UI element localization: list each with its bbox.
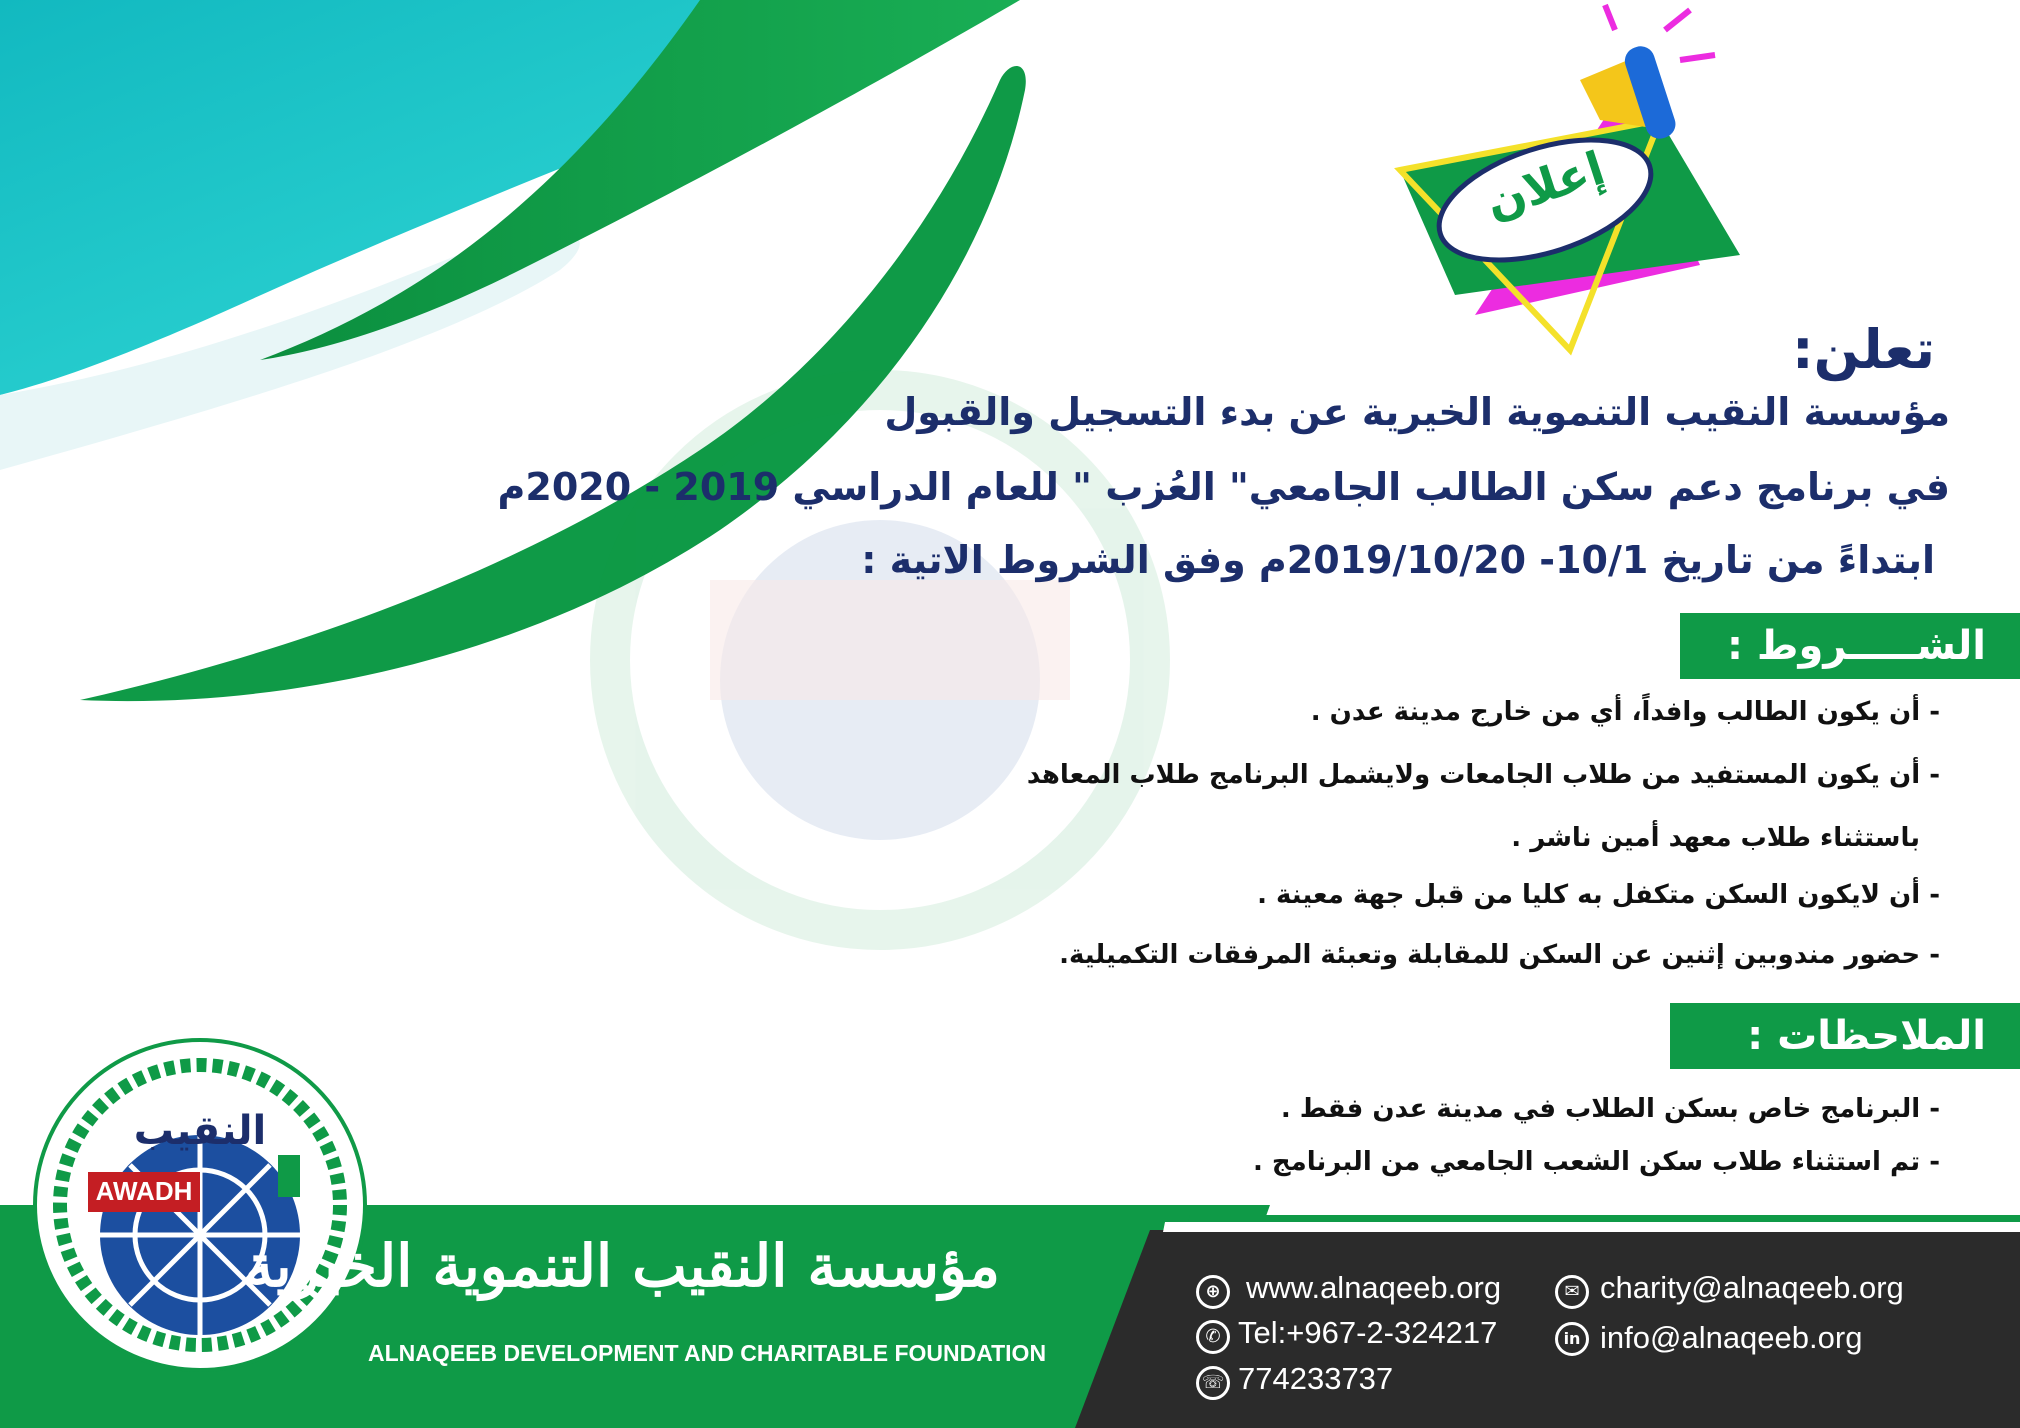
megaphone-icon xyxy=(1580,5,1715,142)
note-item: - تم استثناء طلاب سكن الشعب الجامعي من البرنامج . xyxy=(1252,1147,1940,1177)
conditions-heading: الشـــــروط : xyxy=(1680,613,2020,679)
phone-number[interactable]: Tel:+967-2-324217 xyxy=(1238,1315,1498,1350)
website-link[interactable]: www.alnaqeeb.org xyxy=(1246,1270,1502,1305)
intro-line-2: في برنامج دعم سكن الطالب الجامعي" العُزب " للعام الدراسي 2019 - 2020م xyxy=(497,465,1950,509)
announcement-badge-label: إعلان xyxy=(1478,140,1612,230)
linkedin-icon: in xyxy=(1555,1322,1589,1356)
announcement-badge-shapes xyxy=(1400,95,1740,350)
foundation-name-arabic: مؤسسة النقيب التنموية الخيرية xyxy=(244,1232,1000,1300)
whatsapp-number[interactable]: 774233737 xyxy=(1238,1361,1394,1396)
intro-line-3: ابتداءً من تاريخ 10/1- 2019/10/20م وفق الشروط الاتية : xyxy=(861,538,1935,582)
globe-icon: ⊕ xyxy=(1196,1275,1230,1309)
condition-item: - أن يكون المستفيد من طلاب الجامعات ولايشمل البرنامج طلاب المعاهد xyxy=(1026,760,1940,790)
foundation-name-english: ALNAQEEB DEVELOPMENT AND CHARITABLE FOUNDATION xyxy=(368,1340,1047,1366)
condition-item: - أن يكون الطالب وافداً، أي من خارج مدينة عدن . xyxy=(1310,697,1940,727)
phone-icon: ✆ xyxy=(1196,1320,1230,1354)
mail-icon: ✉ xyxy=(1555,1275,1589,1309)
condition-item: باستثناء طلاب معهد أمين ناشر . xyxy=(1511,823,1920,853)
intro-heading: تعلن: xyxy=(1792,318,1935,381)
charity-email-link[interactable]: charity@alnaqeeb.org xyxy=(1600,1270,1904,1305)
note-item: - البرنامج خاص بسكن الطلاب في مدينة عدن فقط . xyxy=(1280,1094,1940,1124)
info-email-link[interactable]: info@alnaqeeb.org xyxy=(1600,1320,1863,1355)
whatsapp-icon: ☏ xyxy=(1196,1366,1230,1400)
logo-arabic-text: النقيب xyxy=(133,1108,267,1154)
logo-latin-text: AWADH xyxy=(95,1176,193,1206)
condition-item: - حضور مندوبين إثنين عن السكن للمقابلة وتعبئة المرفقات التكميلية. xyxy=(1059,940,1940,970)
intro-line-1: مؤسسة النقيب التنموية الخيرية عن بدء التسجيل والقبول xyxy=(884,390,1950,434)
foundation-logo xyxy=(35,1040,365,1370)
condition-item: - أن لايكون السكن متكفل به كليا من قبل جهة معينة . xyxy=(1257,880,1940,910)
notes-heading: الملاحظات : xyxy=(1670,1003,2020,1069)
